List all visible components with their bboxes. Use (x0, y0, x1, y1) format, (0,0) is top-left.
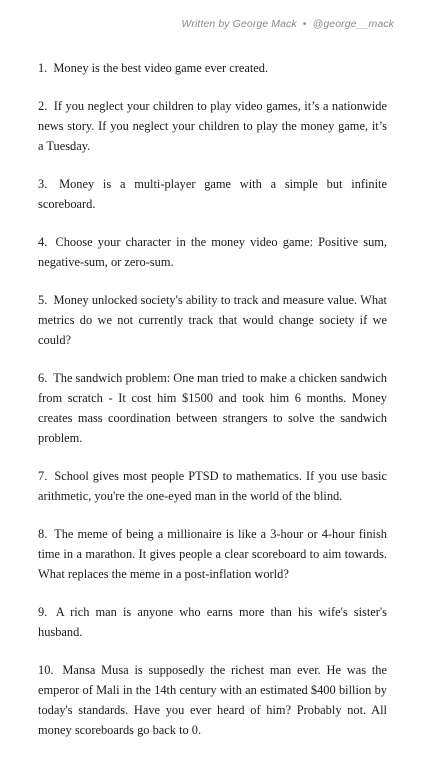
item-number: 6. (38, 371, 48, 385)
list-item (38, 524, 387, 584)
byline (181, 18, 394, 30)
item-text: The sandwich problem: One man tried to make a chicken sandwich from scratch - It cost him $1500 and took him 6 months. Money creates mass coordination between strangers to solve the sandwich problem. (38, 371, 388, 445)
item-number: 8. (38, 527, 48, 541)
item-text: Money is a multi-player game with a simple but infinite scoreboard. (38, 177, 387, 211)
item-number: 5. (38, 293, 48, 307)
list-item (38, 290, 387, 350)
item-text: Choose your character in the money video game: Positive sum, negative-sum, or zero-sum. (38, 235, 387, 269)
item-number: 1. (38, 61, 48, 75)
item-text: Money is the best video game ever created. (53, 61, 269, 75)
byline-separator: • (302, 18, 307, 30)
item-number: 7. (38, 469, 48, 483)
list-item (38, 466, 387, 506)
author-credit: Written by George Mack (181, 18, 297, 30)
item-number: 2. (38, 99, 48, 113)
item-text: School gives most people PTSD to mathematics. If you use basic arithmetic, you're the one-eyed man in the world of the blind. (38, 469, 387, 503)
item-number: 4. (38, 235, 48, 249)
list-item (38, 660, 387, 740)
list-item (38, 602, 387, 642)
item-text: Money unlocked society's ability to track and measure value. What metrics do we not currently track that would change society if we could? (38, 293, 387, 347)
item-text: Mansa Musa is supposedly the richest man ever. He was the emperor of Mali in the 14th century with an estimated $400 billion by today's standards. Have you ever heard of him? Probably not. All money scoreboards go back to 0. (38, 663, 387, 737)
list-item (38, 174, 387, 214)
item-number: 9. (38, 605, 48, 619)
item-text: If you neglect your children to play video games, it’s a nationwide news story. If you neglect your children to play the money game, it’s a Tuesday. (38, 99, 387, 153)
item-text: A rich man is anyone who earns more than his wife's sister's husband. (38, 605, 387, 639)
item-number: 10. (38, 663, 54, 677)
item-text: The meme of being a millionaire is like a 3-hour or 4-hour finish time in a marathon. It gives people a clear scoreboard to aim towards. What replaces the meme in a post-inflation world? (38, 527, 388, 581)
list-item (38, 232, 387, 272)
item-number: 3. (38, 177, 48, 191)
list-item (38, 58, 387, 78)
list-item (38, 368, 387, 448)
numbered-list (38, 58, 387, 758)
author-handle: @george__mack (312, 18, 394, 30)
list-item (38, 96, 387, 156)
